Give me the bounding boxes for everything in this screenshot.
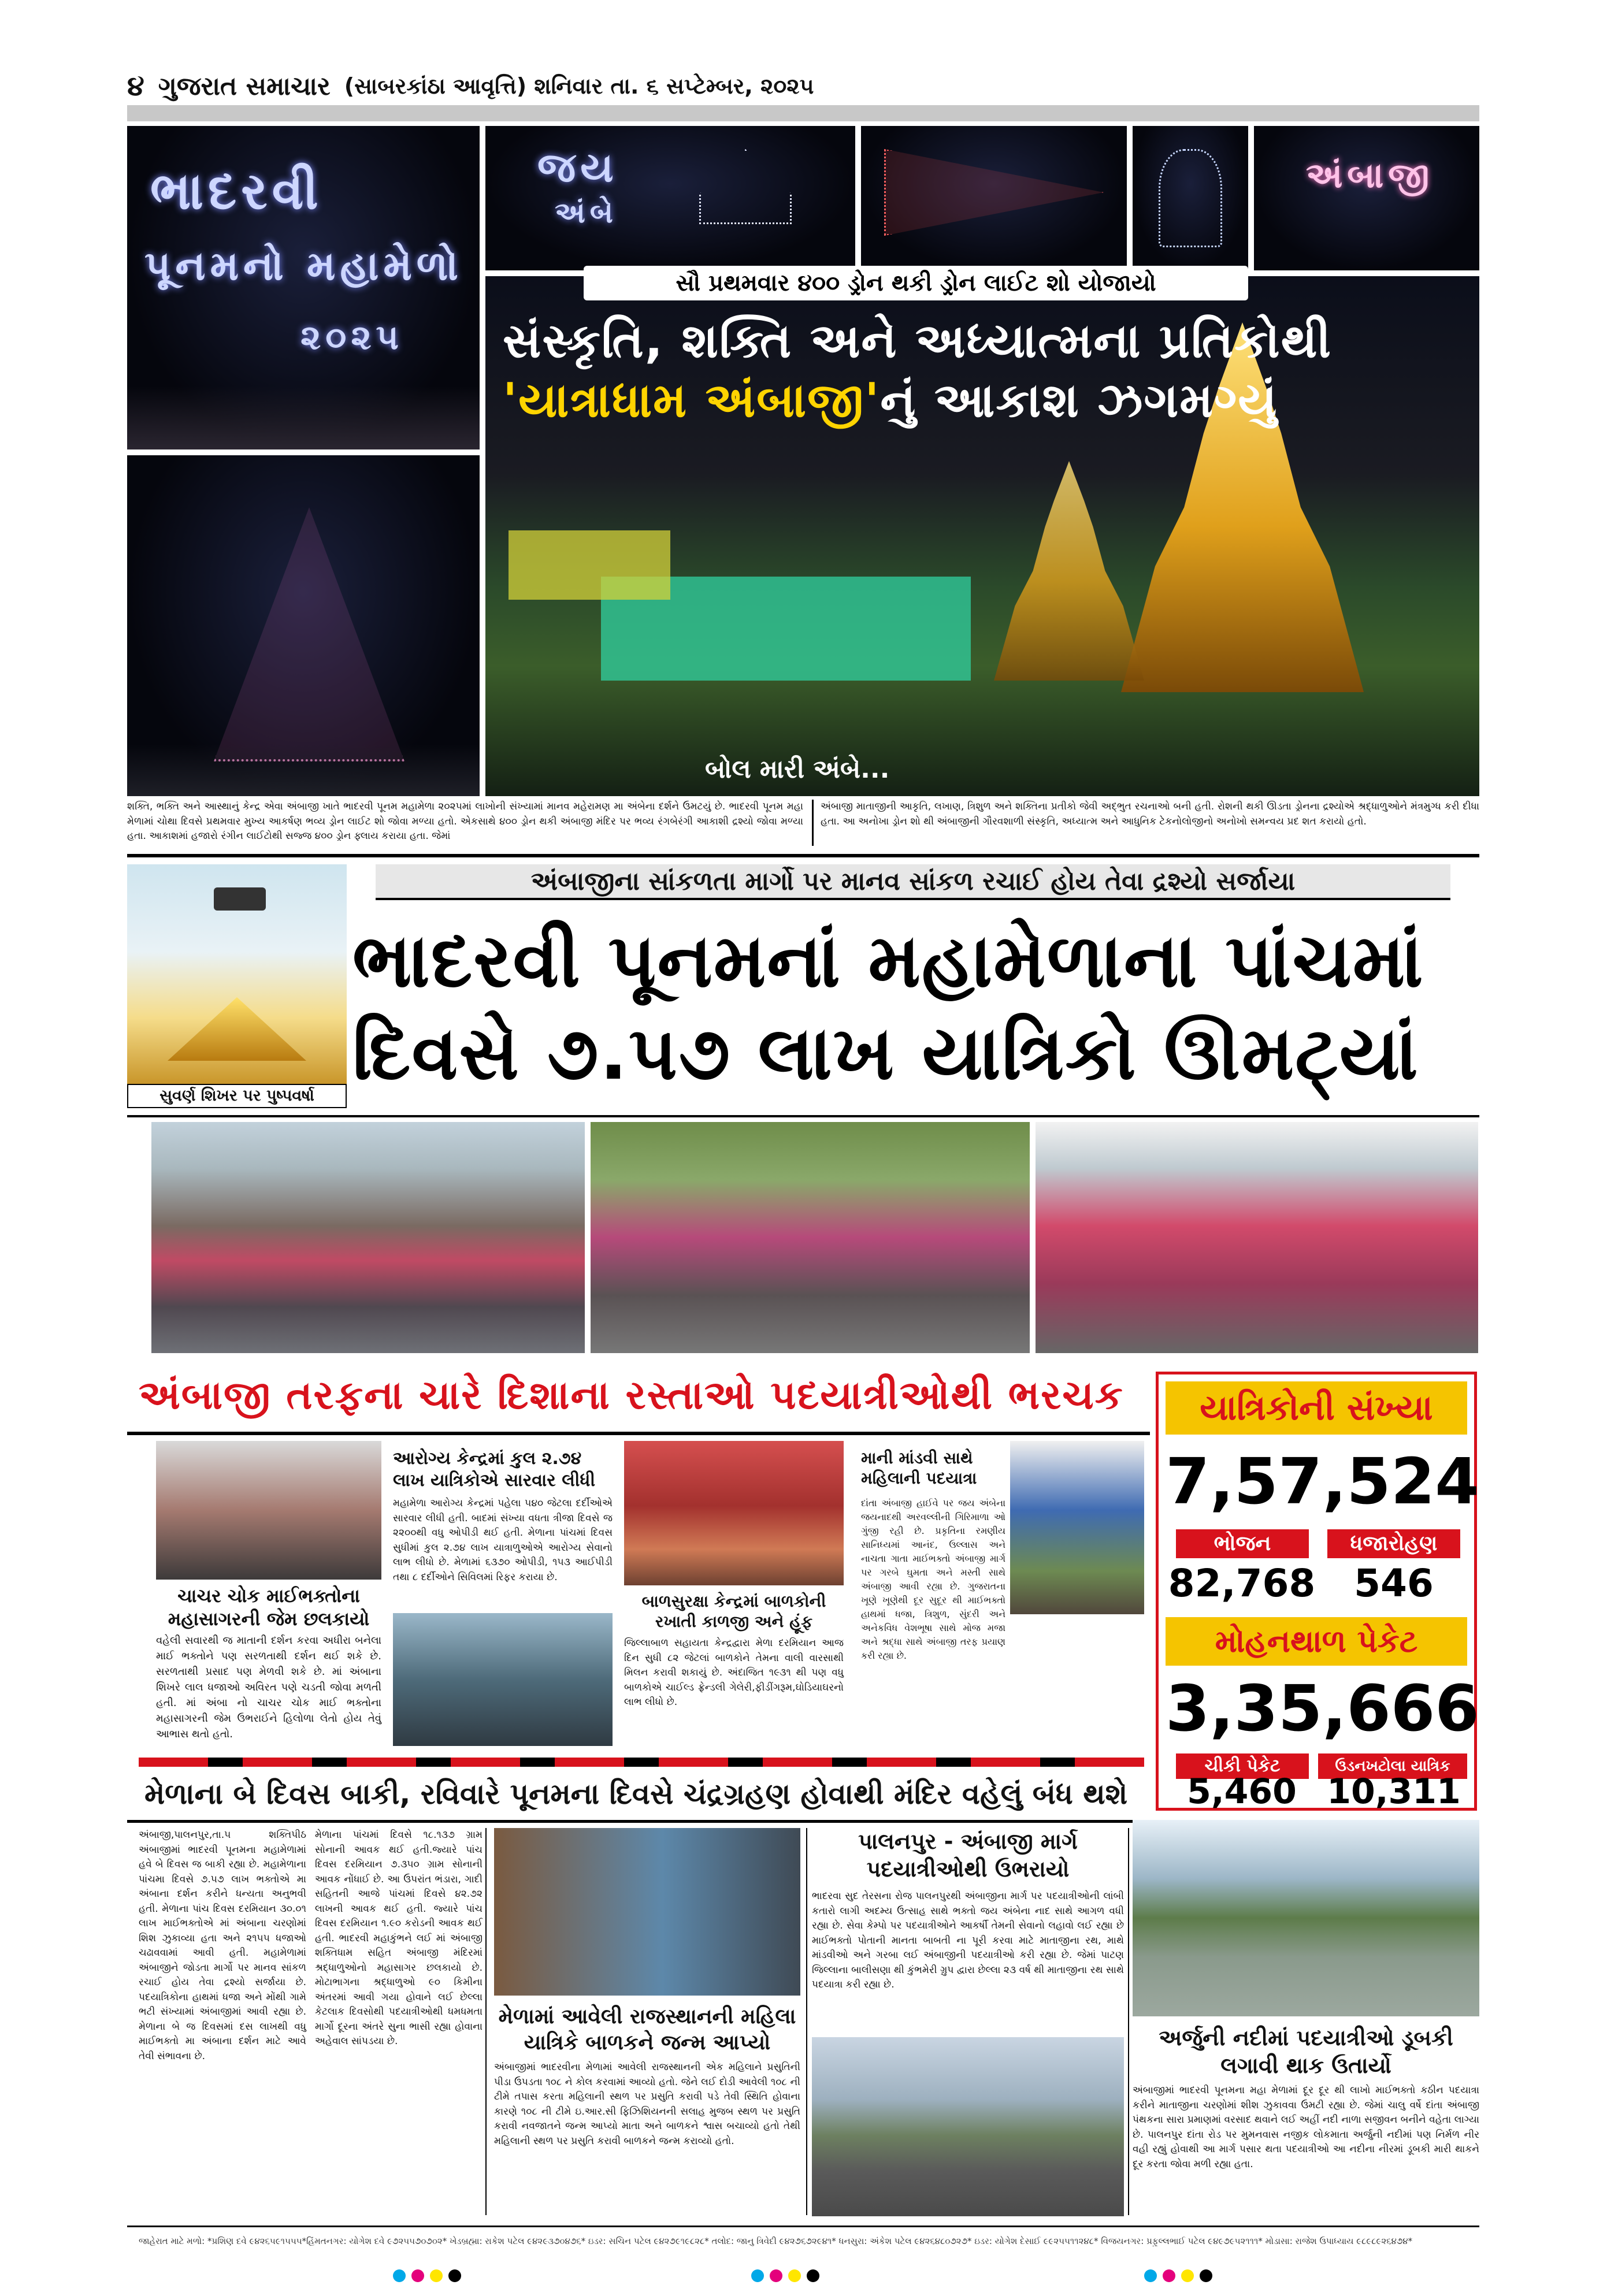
health-photo xyxy=(393,1613,613,1746)
drone-flag-shape xyxy=(884,149,1104,236)
section-rule-1 xyxy=(127,854,1479,857)
stat-mohanthal-label: મોહનથાળ પેકેટ xyxy=(1166,1617,1467,1666)
river-headline: અર્જુની નદીમાં પદયાત્રીઓ ડૂબકી લગાવી થાક ઉતાર્યો xyxy=(1159,2025,1453,2078)
stat-dhwaja-label: ધજારોહણ xyxy=(1327,1529,1460,1558)
col-divider-1 xyxy=(485,1828,487,2215)
crowd-photo-3 xyxy=(1036,1122,1478,1353)
crowd-banner-headline: અંબાજી તરફના ચારે દિશાના રસ્તાઓ પદયાત્રીઓથી ભરચક xyxy=(139,1373,1124,1418)
stat-dhwaja-value: 546 xyxy=(1354,1561,1434,1606)
health-body: મહામેળા આરોગ્ય કેન્દ્રમાં પહેલા ૫૪૦ જેટલા દર્દીઓએ સારવાર લીધી હતી. બાદમાં સંખ્યા વધતા ત્રીજા દિવસે જ ૨૨૦૦થી વધુ ઓપીડી થઈ હતી. મેળાના પાંચમાં દિવસ સુધીમાં કુલ ૨.૭૪ લાખ યાત્રાળુઓએ આરોગ્ય સેવાનો લાભ લીધો છે. મેળામાં ૬૩૭૦ ઓપીડી, ૧૫૩ આઈપીડી તથા ૮ દર્દીઓને સિવિલમાં રિફર કરાયા છે. xyxy=(393,1498,613,1583)
river-photo xyxy=(1133,1820,1479,2016)
section-rule-2 xyxy=(127,1115,1479,1117)
stats-box xyxy=(1156,1372,1477,1811)
header-rule xyxy=(127,105,1479,121)
chachar-body: વહેલી સવારથી જ માતાની દર્શન કરવા અધીરા બનેલા માઈ ભક્તોને પણ સરળતાથી દર્શન થઈ શકે છે. સરળતાથી પ્રસાદ પણ મેળવી શકે છે. માં અંબાના શિખરે લાલ ધજાઓ અવિરત પણે ચડતી જોવા મળતી હતી. માં અંબા નો ચાચર ચોક માઈ ભક્તોના મહાસાગરની જેમ ઉભરાઈને હિલોળા લેતો હોય તેવું આભાસ થતો હતો. xyxy=(156,1634,381,1740)
eclipse-col1: અંબાજી,પાલનપુર,તા.૫ શક્તિપીઠ અંબાજીમાં ભાદરવી પૂનમના મહામેળામાં હવે બે દિવસ જ બાકી રહ્યા છે. મહામેળાના પાંચમા દિવસે ૭.૫૭ લાખ ભક્તોએ મા અંબાના દર્શન કરીને ધન્યતા અનુભવી હતી. મેળાના પાંચ દિવસ દરમિયાન ૩૦.૦૧ લાખ માઈભક્તોએ માં અંબાના ચરણોમાં શિશ ઝુકાવ્યા હતા અને ૨૧૫૫ ધજાઓ ચઢાવવામાં આવી હતી. મહામેળામાં અંબાજીને જોડતા માર્ગો પર માનવ સાંકળ રચાઈ હોય તેવા દ્રશ્યો સર્જાયા છે. પદયાત્રિકોના હાથમાં ધજા અને મોંથી ગામે ભટી સંખ્યામાં અંબાજીમાં આવી રહ્યા છે. મેળાના બે જ દિવસમાં દસ લાખથી વધુ માઈભક્તો મા અંબાના દર્શન માટે આવે તેવી સંભાવના છે. xyxy=(139,1829,306,2062)
registration-marks-1 xyxy=(393,2269,461,2282)
drone-trishul-shape xyxy=(1159,149,1222,247)
chachar-photo xyxy=(156,1441,381,1580)
drone-photo-ambaji xyxy=(1254,126,1479,270)
lead-headline-rest: નું આકાશ ઝગમગ્યું xyxy=(880,373,1278,428)
drone-photo-flag xyxy=(861,126,1127,270)
stat-udan-label: ઉડનખટોલા યાત્રિક xyxy=(1318,1753,1467,1779)
river-body: અંબાજીમાં ભાદરવી પૂનમના મહા મેળામાં દૂર દૂર થી લાખો માઈભક્તો કઠીન પદયાત્રા કરીને માતાજીના ચરણોમાં શીશ ઝુકાવવા ઉમટી રહ્યા છે. જેમાં ચાલુ વર્ષે દાંતા અંબાજી પંથકના સારા પ્રમાણમાં વરસાદ થવાને લઈ અહીં નદી નાળા સજીવન બનીને વહેતા લાગ્યા છે. પાલનપુર દાંતા રોડ પર મુમનવાસ નજીક લોકમાતા અર્જુની નદીમાં પણ નિર્મળ નીર વહી રહ્યું હોવાથી આ માર્ગ પસાર થતા પદયાત્રીઓ આ નદીના નીરમાં ડૂબકી મારી થાકને દૂર કરતા જોવા મળી રહ્યા હતા. xyxy=(1133,2085,1479,2170)
golden-shikhar-caption: સુવર્ણ શિખર પર પુષ્પવર્ષા xyxy=(127,1084,347,1108)
lead-photo-caption: બોલ મારી અંબે... xyxy=(705,755,890,784)
second-headline xyxy=(352,915,1479,1100)
stat-chikki-value: 5,460 xyxy=(1187,1771,1297,1812)
child-body: જિલ્લાબાળ સહાયતા કેન્દ્રદ્વારા મેળા દરમિયાન આજ દિન સુધી ૮૨ જેટલાં બાળકોને તેમના વાલી વારસાથી મિલન કરાવી શકાયું છે. અંદાજિત ૧૯૩૧ થી પણ વધુ બાળકોએ ચાઈલ્ડ ફ્રેન્ડલી ગેલેરી,ફીડીંગરૂમ,ઘોડિયાઘરનો લાભ લીધો છે. xyxy=(624,1637,844,1708)
palanpur-headline-1: પાલનપુર - અંબાજી માર્ગ xyxy=(858,1829,1078,1854)
stat-bhojan-label: ભોજન xyxy=(1176,1529,1309,1558)
temple-small-shikhar xyxy=(994,461,1144,681)
mandvi-body: દાંતા અંબાજી હાઈવે પર જય અંબેના જયનાદથી અરવલ્લીની ગિરિમાળા ઓ ગુંજી રહી છે. પ્રકૃતિના રમણીય સાનિધ્યમાં આનંદ, ઉલ્લાસ અને નાચતા ગાતા માઈભક્તો અંબાજી માર્ગ પર ગરબે ઘુમતા અને મસ્તી સાથે અંબાજી આવી રહ્યા છે. ગુજરાતના ખૂણે ખૂણેથી દૂર સુદૂર થી માઈભક્તો હાથમાં ધજા, ત્રિશુળ, સુંદરી અને અનેકવિધ વેશભૂષા સાથે મોજ મજા અને શ્રદ્ધા સાથે અંબાજી તરફ પ્રયાણ કરી રહ્યા છે. xyxy=(861,1498,1005,1661)
city-lights xyxy=(127,386,480,449)
red-divider-bar xyxy=(139,1758,1144,1767)
mandvi-photo xyxy=(1010,1441,1144,1614)
palanpur-headline-2: પદયાત્રીઓથી ઉભરાયો xyxy=(866,1856,1070,1882)
crowd-photo-1 xyxy=(151,1122,585,1353)
lead-headline-quote: 'યાત્રાધામ અંબાજી' xyxy=(503,373,881,428)
edition-date: (સાબરકાંઠા આવૃત્તિ) શનિવાર તા. ૬ સપ્ટેમ્બર, ૨૦૨૫ xyxy=(344,73,814,99)
drone-photo-tree xyxy=(127,455,480,796)
second-kicker: અંબાજીના સાંકળતા માર્ગો પર માનવ સાંકળ રચાઈ હોય તેવા દ્રશ્યો સર્જાયા xyxy=(376,864,1450,900)
health-headline: આરોગ્ય કેન્દ્રમાં કુલ ૨.૭૪ લાખ યાત્રિકોએ સારવાર લીધી xyxy=(393,1448,596,1491)
child-headline: બાળસુરક્ષા કેન્દ્રમાં બાળકોની રખાતી કાળજી અને હૂંફ xyxy=(641,1592,826,1631)
yellow-canopy xyxy=(509,530,670,600)
drone-tree-shape xyxy=(214,507,404,761)
col-divider-2 xyxy=(806,1828,807,2215)
mandvi-headline: માની માંડવી સાથે મહિલાની પદયાત્રા xyxy=(861,1448,977,1488)
crowd-photo-2 xyxy=(591,1122,1030,1353)
page-number: ૪ xyxy=(127,69,144,102)
drone-text-2: પૂનમનો મહામેળો xyxy=(144,242,463,289)
registration-marks-3 xyxy=(1144,2269,1212,2282)
golden-shikhar xyxy=(168,997,306,1061)
lead-body-col1: શક્તિ, ભક્તિ અને આસ્થાનું કેન્દ્ર એવા અંબાજી ખાતે ભાદરવી પૂનમ મહામેળા ૨૦૨૫માં લાખોની સંખ્યામાં માનવ મહેરામણ મા અંબેના દર્શને ઉમટયું છે. ભાદરવી પૂનમ મહા મેળામાં ચોથા દિવસે પ્રથમવાર મુખ્ય આકર્ષણ ભવ્ય ડ્રોન લાઈટ શો જોવા મળ્યા હતો. એકસાથે ૪૦૦ ડ્રોન થકી અંબાજી મંદિર પર ભવ્ય રંગબેરંગી આકાશી દ્રશ્યો જોવા મળ્યા હતા. આકાશમાં હજારો રંગીન લાઈટોથી સજ્જ ૪૦૦ ડ્રોન ફ્લાય કરાયા હતા. જેમાં xyxy=(127,801,803,842)
col-divider-3 xyxy=(1128,1828,1129,2215)
stat-bhojan-value: 82,768 xyxy=(1168,1561,1316,1606)
drone-photo-jay-ambe xyxy=(485,126,855,270)
lead-headline-line2 xyxy=(503,371,1335,431)
drone-text-3: ૨૦૨૫ xyxy=(300,317,403,358)
drone-icon xyxy=(214,887,266,911)
rajasthan-headline: મેળામાં આવેલી રાજસ્થાનની મહિલા યાત્રિકે બાળકને જન્મ આપ્યો xyxy=(498,2005,796,2054)
second-headline-line2: દિવસે ૭.૫૭ લાખ યાત્રિકો ઊમટ્યાં xyxy=(352,1010,1419,1097)
ground-lights xyxy=(127,744,480,796)
rajasthan-photo xyxy=(494,1828,800,1996)
lead-body-divider xyxy=(812,800,814,846)
registration-marks-2 xyxy=(751,2269,819,2282)
golden-shikhar-photo xyxy=(127,864,347,1084)
paper-name: ગુજરાત સમાચાર xyxy=(158,71,331,101)
rajasthan-body: અંબાજીમાં ભાદરવીના મેળામાં આવેલી રાજસ્થાનની એક મહિલાને પ્રસુતિની પીડા ઉપડતા ૧૦૮ ને કોલ કરવામાં આવ્યો હતો. જેને લઈ દોડી આવેલી ૧૦૮ ની ટીમે તપાસ કરતા મહિલાની સ્થળ પર પ્રસુતિ કરાવી પડે તેવી સ્થિતિ હોવાના કારણે ૧૦૮ ની ટીમે ઇ.આર.સી ફિઝિશિયનની સલાહ મુજબ સ્થળ પર પ્રસુતિ કરાવી નવજાતને જન્મ આપ્યો માતા અને બાળકને શ્વાસ બચાવ્યો હતો તેથી મહિલાની સ્થળ પર પ્રસુતિ કરાવી બાળકને જન્મ કરાવ્યો હતો. xyxy=(494,2061,800,2147)
drone-text-jay: જય xyxy=(537,144,618,191)
stat-chikki-label: ચીકી પેકેટ xyxy=(1176,1753,1309,1779)
lead-body-col2: અંબાજી માતાજીની આકૃતિ, લખાણ, ત્રિશુળ અને શક્તિના પ્રતીકો જેવી અદ્ભુત રચનાઓ બની હતી. રોશની થકી ઊડતા ડ્રોનના દ્રશ્યોએ શ્રદ્ધાળુઓને મંત્રમુગ્ધ કરી દીધા હતા. આ અનોખા ડ્રોન શો થી અંબાજીની ગૌરવશાળી સંસ્કૃતિ, અધ્યાત્મ અને આધુનિક ટેકનોલોજીનો અનોખો સમન્વય પ્રદ શત કરાયો હતો. xyxy=(821,801,1479,827)
drone-text-ambaji: અંબાજી xyxy=(1306,155,1434,196)
drone-text-ambe: અંબે xyxy=(555,196,618,229)
chachar-headline: ચાચર ચોક માઈભક્તોના મહાસાગરની જેમ છલકાયો xyxy=(168,1585,370,1630)
lead-headline xyxy=(503,312,1335,430)
lead-kicker: સૌ પ્રથમવાર ૪૦૦ ડ્રોન થકી ડ્રોન લાઈટ શો યોજાયો xyxy=(584,266,1248,300)
drone-photo-bhadarvi xyxy=(127,126,480,449)
eclipse-col2: મેળાના પાંચમાં દિવસે ૧૮.૧૩૭ ગ્રામ સોનાની આવક થઈ હતી.જ્યારે પાંચ દિવસ દરમિયાન ૭.૩૫૦ ગ્રામ સોનાની આવક નોંધાઈ છે. આ ઉપરાંત ભંડારા, ગાદી સહિતની આજે પાંચમાં દિવસે ૪૨.૭૨ લાખની આવક થઈ હતી. જ્યારે પાંચ દિવસ દરમિયાન ૧.૯૦ કરોડની આવક થઈ હતી. ભાદરવી મહાકુંભને લઈ માં અંબાજી શક્તિધામ સહિત અંબાજી મંદિરમાં શ્રદ્ધાળુઓનો મહાસાગર છલકાયો છે. મોટાભાગના શ્રદ્ધાળુઓ ૯૦ કિમીના અંતરમાં આવી ગયા હોવાને લઈ છેલ્લા કેટલાક દિવસોથી પદયાત્રીઓથી ધમધમતા માર્ગો દૂરના અંતરે સુના ભાસી રહ્યા હોવાના અહેવાલ સાંપડયા છે. xyxy=(315,1829,483,2047)
drone-temple-outline xyxy=(699,149,792,224)
palanpur-road-photo xyxy=(812,2037,1124,2216)
drone-photo-trishul xyxy=(1133,126,1248,270)
footer-contacts: જાહેરાત માટે મળો: *પ્રશિણ દવે ૯૪૨૬૫૯૧૫૫૫*હિંમતનગર: યોગેશ દવે ૯૭૨૫૫૭૦૭૦૨* ખેડબ્રહ્મા: રાકેશ પટેલ ૯૪૨૯૩૭૦૪૭૬* ઇડર: સચિન પટેલ ૯૪૨૭૯૧૯૮૨૮* તલોદ: જાનુ ત્રિવેદી ૯૪૨૭૬૭૨૯૪૧* ધનસુરા: અંકેશ પટેલ ૯૪૨૬૪૮૦૭૨૭* ઇડર: યોગેશ દેસાઈ ૯૯૨૫૫૧૧૨૪૮* વિજયનગર: પ્રફુલ્લભાઈ પટેલ ૯૪૯૭૯૫૨૧૧૧* મોડાસા: રાજેશ ઉપાધ્યાય ૯૮૯૮૯૨૬૪૭૪* xyxy=(139,2236,1413,2246)
second-headline-line1: ભાદરવી પૂનમનાં મહામેળાના પાંચમાં xyxy=(352,918,1424,1004)
child-photo xyxy=(624,1441,844,1585)
palanpur-body: ભાદરવા સુદ તેરસના રોજ પાલનપુરથી અંબાજીના માર્ગ પર પદયાત્રીઓની લાંબી કતારો લાગી અદમ્ય ઉત્સાહ સાથે ભક્તો જય અંબેના નાદ સાથે આગળ વધી રહ્યા છે. સેવા કેમ્પો પર પદયાત્રીઓને આકર્ષી તેમની સેવાનો લહાવો લઈ રહ્યા છે માઈભક્તો પોતાની માનતા બાબતી ના પૂરી કરવા માટે માતાજીના રથ, માથે માંડવીઓ અને ગરબા લઈ અંબાજીની પદયાત્રીઓ કરી રહ્યા છે. જેમાં પાટણ જિલ્લાના બાલીસણા થી કુંભમેરી ગ્રુપ દ્વારા છેલ્લા ૨૩ વર્ષ થી માતાજીના રથ સાથે પદયાત્રા કરી રહ્યા છે. xyxy=(812,1890,1124,1990)
stats-title: યાત્રિકોની સંખ્યા xyxy=(1166,1381,1467,1435)
footer-rule xyxy=(127,2226,1479,2227)
stat-pilgrims: 7,57,524 xyxy=(1166,1444,1479,1518)
masthead xyxy=(127,68,1479,104)
eclipse-headline: મેળાના બે દિવસ બાકી, રવિવારે પૂનમના દિવસે ચંદ્રગ્રહણ હોવાથી મંદિર વહેલું બંધ થશે xyxy=(144,1777,1128,1811)
stat-mohanthal-value: 3,35,666 xyxy=(1166,1671,1479,1745)
drone-text-1: ભાદરવી xyxy=(150,161,323,221)
lead-headline-line1: સંસ્કૃતિ, શક્તિ અને અધ્યાત્મના પ્રતિકોથી xyxy=(503,314,1332,369)
stat-udan-value: 10,311 xyxy=(1327,1771,1461,1812)
palanpur-headline xyxy=(812,1828,1124,1883)
section-rule-3 xyxy=(127,1432,1150,1435)
